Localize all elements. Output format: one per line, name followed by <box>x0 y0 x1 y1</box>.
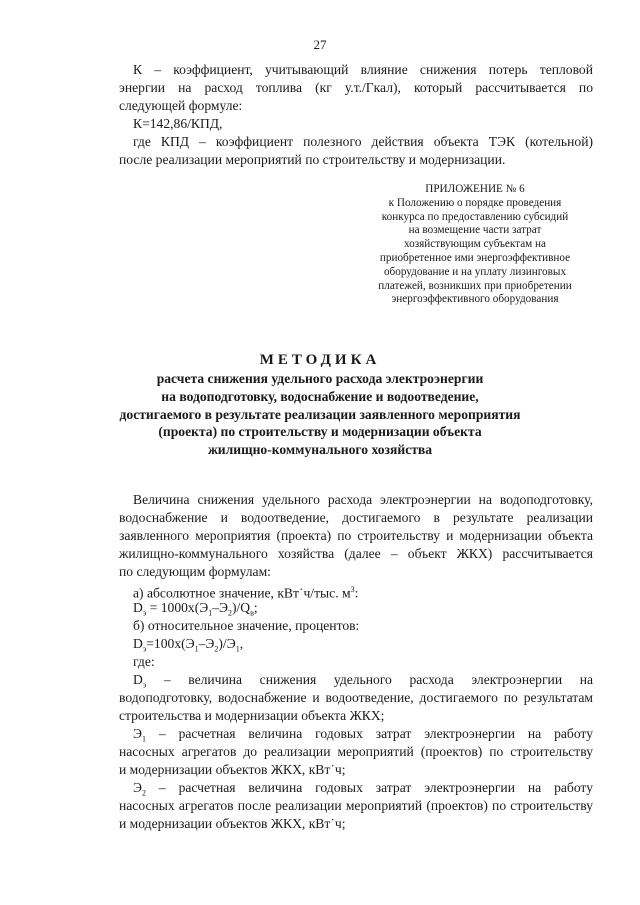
appendix-line: конкурса по предоставлению субсидий <box>381 210 569 223</box>
k-definition-line-3: следующей формуле: <box>119 98 243 113</box>
appendix-line: энергоэффективного оборудования <box>391 293 559 306</box>
formula-subscript: 2 <box>228 608 232 618</box>
formula-subscript: 1 <box>194 644 199 654</box>
unit-text: ч/тыс. м <box>303 585 351 601</box>
formula-text: )/Q <box>232 600 251 615</box>
document-subtitle-line: (проекта) по строительству и модернизации объекта <box>158 424 482 440</box>
definition-text: и модернизации объектов ЖКХ, кВт <box>119 762 331 777</box>
k-definition-line-2: энергии на расход топлива (кг у.т./Гкал), который рассчитывается по <box>119 80 593 95</box>
document-subtitle-line: достигаемого в результате реализации заявленного мероприятия <box>119 406 521 422</box>
appendix-line: платежей, возникших при приобретении <box>378 279 572 292</box>
unit-end: : <box>354 585 359 601</box>
appendix-line: хозяйствующим субъектам на <box>403 238 547 251</box>
formula-symbol: D <box>133 636 143 651</box>
paragraph-line: жилищно-коммунального хозяйства (далее – объект ЖКХ) рассчитывается <box>119 546 593 561</box>
document-subtitle-line: расчета снижения удельного расхода электроэнергии <box>156 371 484 386</box>
appendix-line: к Положению о порядке проведения <box>388 196 562 209</box>
document-subtitle-line: жилищно-коммунального хозяйства <box>207 442 433 458</box>
paragraph-line: по следующим формулам: <box>119 564 271 579</box>
appendix-line: оборудование и на уплату лизинговых <box>383 265 567 278</box>
formula-subscript: 1 <box>208 608 213 618</box>
definition-symbol: Э <box>133 726 142 741</box>
formula-text: ; <box>253 600 258 615</box>
item-a-text: а) абсолютное значение, кВт <box>133 585 299 601</box>
kpd-definition-line-2: после реализации мероприятий по строительству и модернизации. <box>119 152 506 167</box>
dot-separator: ˙ <box>330 762 335 777</box>
where-label: где: <box>133 654 155 669</box>
formula-text: )/Э <box>218 636 236 651</box>
document-title-block <box>80 350 560 459</box>
k-formula: К=142,86/КПД, <box>133 116 223 131</box>
formula-subscript: 2 <box>214 644 219 654</box>
formula-text: =100х(Э <box>146 636 195 651</box>
definition-text: – расчетная величина годовых затрат электроэнергии на работу <box>145 780 593 795</box>
appendix-title: ПРИЛОЖЕНИЕ № 6 <box>425 183 525 195</box>
definition-symbol: Э <box>133 780 142 795</box>
formula-subscript: э <box>142 608 147 618</box>
paragraph-line: Величина снижения удельного расхода электроэнергии на водоподготовку, <box>133 492 593 507</box>
definition-text: – расчетная величина годовых затрат электроэнергии на работу <box>145 726 593 741</box>
definition-text: ч; <box>334 816 346 831</box>
definition-d-line-3: строительства и модернизации объекта ЖКХ; <box>119 708 385 723</box>
page-number: 27 <box>313 37 327 52</box>
definition-subscript: э <box>142 680 147 690</box>
definition-text: ч; <box>334 762 346 777</box>
item-b-label: б) относительное значение, процентов: <box>133 618 360 633</box>
definition-e1-line-2: насосных агрегатов до реализации мероприятий (проектов) по строительству <box>119 744 593 759</box>
k-definition-line-1: К – коэффициент, учитывающий влияние снижения потерь тепловой <box>133 62 593 77</box>
paragraph-line: водоснабжение и водоотведение, достигаемого в результате реализации <box>119 510 593 525</box>
definition-e2-line-3 <box>119 815 593 833</box>
unit-superscript: 3 <box>350 585 355 594</box>
paragraph-line: заявленного мероприятия (проекта) по строительству и модернизации объекта <box>119 528 593 543</box>
formula-subscript: э <box>142 644 147 654</box>
dot-separator: ˙ <box>330 816 335 831</box>
formula-text: = 1000х(Э <box>146 600 209 615</box>
formula-symbol: D <box>133 600 143 615</box>
definition-e1-line-3 <box>119 761 593 779</box>
definition-text: и модернизации объектов ЖКХ, кВт <box>119 816 331 831</box>
definition-d-line-2: водоподготовку, водоснабжение и водоотведение, достигаемого по результатам <box>119 690 593 705</box>
formula-subscript: 1 <box>235 644 240 654</box>
formula-subscript: в <box>250 608 254 618</box>
definition-subscript: 2 <box>141 788 146 798</box>
appendix-line: приобретенное ими энергоэффективное <box>379 251 571 264</box>
formula-text: –Э <box>198 636 215 651</box>
appendix-block <box>340 183 610 307</box>
document-subtitle-line: на водоподготовку, водоснабжение и водоотведение, <box>161 388 479 404</box>
definition-text: – величина снижения удельного расхода электроэнергии на <box>146 672 593 687</box>
document-heading: МЕТОДИКА <box>259 352 381 368</box>
formula-text: , <box>239 636 244 651</box>
kpd-definition-line-1: где КПД – коэффициент полезного действия объекта ТЭК (котельной) <box>133 134 593 149</box>
formula-text: –Э <box>212 600 228 615</box>
definition-symbol: D <box>133 672 143 687</box>
definition-e2-line-2: насосных агрегатов после реализации мероприятий (проектов) по строительству <box>119 798 593 813</box>
definition-subscript: 1 <box>141 734 146 744</box>
appendix-line: на возмещение части затрат <box>408 224 542 237</box>
dot-separator: ˙ <box>298 585 304 601</box>
